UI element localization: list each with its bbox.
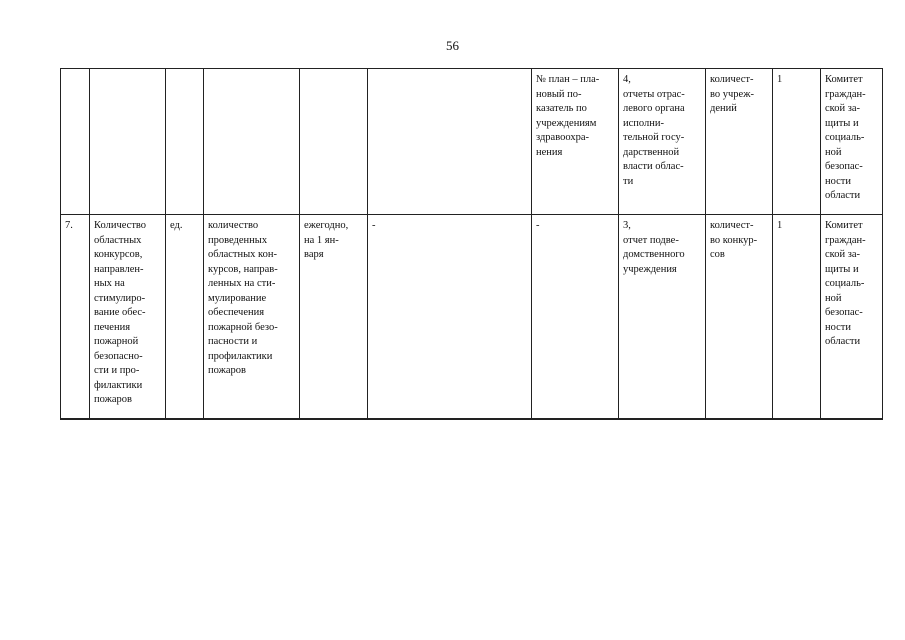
cell-data-source: 4, отчеты отрас- левого органа исполни- тельной госу- дарственной власти облас- ти bbox=[619, 69, 706, 215]
page-number: 56 bbox=[446, 38, 459, 53]
table-row bbox=[61, 69, 883, 215]
cell-indicator-name: Количество областных конкурсов, направлен- ных на стимулиро- вание обес- печения пожарной безопасно- сти и про- филактики пожаров bbox=[90, 215, 166, 420]
cell-data-source: 3, отчет подве- домственного учреждения bbox=[619, 215, 706, 420]
cell-variables: № план – пла- новый по- казатель по учреждениям здравоохра- нения bbox=[532, 69, 619, 215]
cell-definition: количество проведенных областных кон- курсов, направ- ленных на сти- мулирование обеспечения пожарной безо- пасности и профилактики пожаров bbox=[204, 215, 300, 420]
cell-population: количест- во учреж- дений bbox=[706, 69, 773, 215]
cell-variables: - bbox=[532, 215, 619, 420]
cell-method: 1 bbox=[773, 215, 821, 420]
cell-number bbox=[61, 69, 90, 215]
cell-population: количест- во конкур- сов bbox=[706, 215, 773, 420]
cell-responsible: Комитет граждан- ской за- щиты и социаль- ной безопас- ности области bbox=[821, 69, 883, 215]
table-row bbox=[61, 215, 883, 420]
cell-periodicity bbox=[300, 69, 368, 215]
cell-method: 1 bbox=[773, 69, 821, 215]
cell-formula: - bbox=[368, 215, 532, 420]
cell-unit bbox=[166, 69, 204, 215]
cell-formula bbox=[368, 69, 532, 215]
cell-responsible: Комитет граждан- ской за- щиты и социаль- ной безопас- ности области bbox=[821, 215, 883, 420]
cell-periodicity: ежегодно, на 1 ян- варя bbox=[300, 215, 368, 420]
indicators-table bbox=[60, 68, 883, 420]
cell-definition bbox=[204, 69, 300, 215]
cell-number: 7. bbox=[61, 215, 90, 420]
cell-unit: ед. bbox=[166, 215, 204, 420]
cell-indicator-name bbox=[90, 69, 166, 215]
